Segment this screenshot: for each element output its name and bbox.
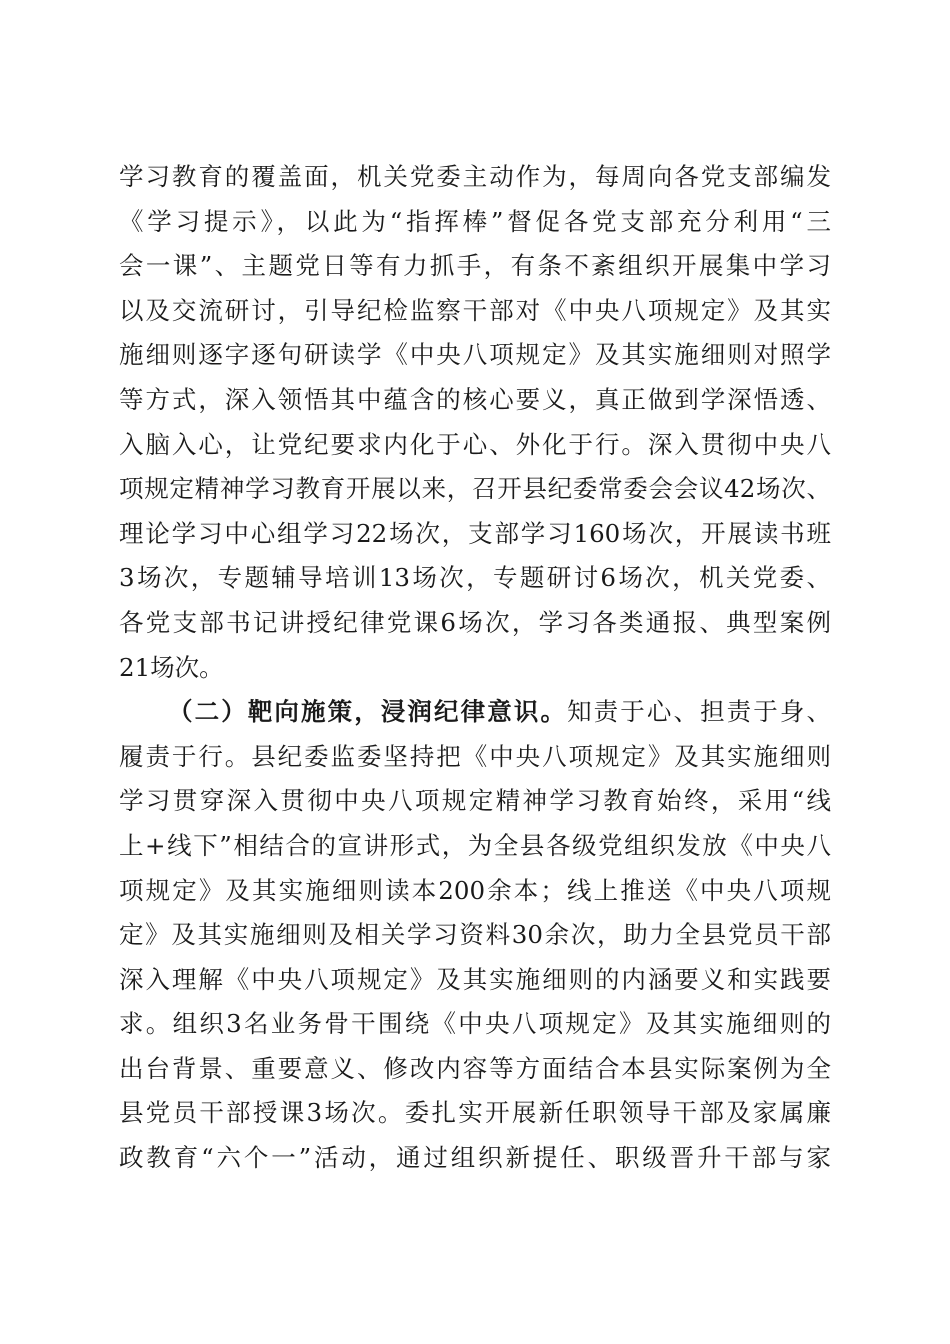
text-line: 3场次，专题辅导培训13场次，专题研讨6场次，机关党委、 — [119, 563, 831, 593]
text-line: 理论学习中心组学习22场次，支部学习160场次，开展读书班 — [119, 518, 831, 548]
text-line: 学习教育的覆盖面，机关党委主动作为，每周向各党支部编发 — [119, 162, 831, 191]
text-line: 入脑入心，让党纪要求内化于心、外化于行。深入贯彻中央八 — [119, 429, 831, 459]
text-line-first — [119, 690, 831, 735]
text-line: 施细则逐字逐句研读学《中央八项规定》及其实施细则对照学 — [119, 340, 831, 370]
document-body — [119, 155, 831, 1181]
text-line: 县党员干部授课3场次。委扎实开展新任职领导干部及家属廉 — [119, 1098, 831, 1128]
text-line: 求。组织3名业务骨干围绕《中央八项规定》及其实施细则的 — [119, 1009, 831, 1039]
text-line: 等方式，深入领悟其中蕴含的核心要义，真正做到学深悟透、 — [119, 384, 831, 414]
text-line: 21场次。 — [119, 652, 224, 682]
text-line: 学习贯穿深入贯彻中央八项规定精神学习教育始终，采用“线 — [119, 786, 831, 816]
text-line: 各党支部书记讲授纪律党课6场次，学习各类通报、典型案例 — [119, 607, 831, 637]
section-heading-continuation: 知责于心、担责于身、 — [567, 697, 831, 727]
text-line: 项规定》及其实施细则读本200余本；线上推送《中央八项规 — [119, 875, 831, 905]
text-line: 《学习提示》，以此为“指挥棒”督促各党支部充分利用“三 — [119, 206, 831, 236]
text-line: 定》及其实施细则及相关学习资料30余次，助力全县党员干部 — [119, 920, 831, 950]
text-line: 上+线下”相结合的宣讲形式，为全县各级党组织发放《中央八 — [119, 830, 831, 860]
text-line: 出台背景、重要意义、修改内容等方面结合本县实际案例为全 — [119, 1053, 831, 1083]
text-line: 会一课”、主题党日等有力抓手，有条不紊组织开展集中学习 — [119, 251, 831, 281]
text-line: 项规定精神学习教育开展以来，召开县纪委常委会会议42场次、 — [119, 474, 831, 504]
text-line: 以及交流研讨，引导纪检监察干部对《中央八项规定》及其实 — [119, 295, 831, 325]
paragraph-1 — [119, 155, 831, 690]
text-line: 深入理解《中央八项规定》及其实施细则的内涵要义和实践要 — [119, 964, 831, 994]
paragraph-2 — [119, 690, 831, 1181]
section-heading: （二）靶向施策，浸润纪律意识。 — [168, 697, 568, 727]
text-line: 履责于行。县纪委监委坚持把《中央八项规定》及其实施细则 — [119, 741, 831, 771]
text-line: 政教育“六个一”活动，通过组织新提任、职级晋升干部与家 — [119, 1143, 831, 1173]
